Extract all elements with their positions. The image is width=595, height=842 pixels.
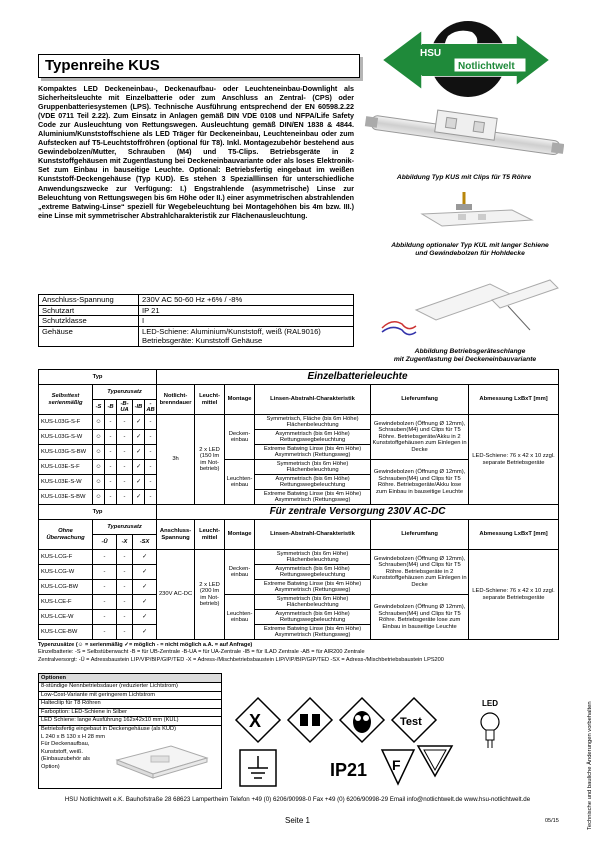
table-row <box>39 550 559 565</box>
lens-cell <box>255 490 371 505</box>
svg-text:X: X <box>249 711 262 731</box>
col-ohne-ueberwachung: Ohne Überwachung <box>39 520 93 550</box>
cell-bua: - <box>117 445 133 460</box>
page-number: Seite 1 <box>285 816 310 825</box>
cell-ib: ✓ <box>133 460 145 475</box>
col-typenzusatz: Typenzusatz <box>93 385 157 400</box>
option-item: Farboption: LED-Schiene in Silber <box>39 709 221 718</box>
vertical-note <box>578 660 593 830</box>
lens-cell <box>255 565 371 580</box>
lens-line: Asymmetrisch (bis 6m Höhe) <box>275 430 350 437</box>
cell-sx: ✓ <box>133 625 157 640</box>
col-montage-2: Montage <box>225 520 255 550</box>
spec-row <box>39 316 354 327</box>
legend-line: Typenzusätze (☺ = serienmäßig ✓= möglich - = nicht möglich a.A. = auf Anfrage) <box>38 642 253 648</box>
lens-line: Flächenbeleuchtung <box>286 557 339 563</box>
montage-leuchte: Leuchten-einbau <box>225 460 255 505</box>
cell-b: - <box>105 475 117 490</box>
document-date: 05/15 <box>545 818 559 824</box>
lens-cell <box>255 550 371 565</box>
spec-row <box>39 326 354 346</box>
leuchtmittel-main: 2 x LED <box>199 581 220 588</box>
col-abmessung-2: Abmessung LxBxT [mm] <box>469 520 559 550</box>
cell-s: ☺ <box>93 415 105 430</box>
suffix-s: -S <box>93 400 105 415</box>
test-label: Test <box>400 716 422 728</box>
product-photo-kus <box>364 98 564 180</box>
leuchtmittel-main: 2 x LED <box>199 446 220 453</box>
table1-subheader-row <box>39 385 559 400</box>
binoculars-icon <box>288 698 332 742</box>
caption-kul-1: Abbildung optionaler Typ KUL mit langer Schiene <box>391 242 549 249</box>
lens-cell <box>255 580 371 595</box>
lens-line: Symmetrisch (bis 6m Höhe) <box>276 460 349 467</box>
caption-kul-2: und Gewindebolzen für Hohldecke <box>415 250 525 257</box>
type-code: KUS-L03G-S-W <box>39 430 93 445</box>
lens-line: Symmetrisch, Fläche (bis 6m Höhe) <box>266 415 359 422</box>
cell-bua: - <box>117 475 133 490</box>
option-line: Betriebsfertig eingebaut in Deckengehäuse (als KUD) <box>41 725 176 732</box>
col-typenzusatz-2: Typenzusatz <box>93 520 157 535</box>
notlicht-value: 3h <box>157 415 195 505</box>
lens-line: Symmetrisch (bis 6m Höhe) <box>276 550 349 557</box>
spec-value: I <box>139 316 354 327</box>
logo-graphic <box>378 14 554 104</box>
montage-decke: Decken-einbau <box>225 415 255 460</box>
caption-driver-1: Abbildung Betriebsgeräteschlange <box>414 348 526 355</box>
lens-cell <box>255 610 371 625</box>
cell-x: - <box>117 580 133 595</box>
company-logo <box>378 14 554 104</box>
lens-line: Flächenbeleuchtung <box>286 422 339 428</box>
ip21-label: IP21 <box>330 760 368 780</box>
spec-key: Anschluss-Spannung <box>39 295 139 306</box>
cell-sx: ✓ <box>133 580 157 595</box>
footer-address: HSU Notlichtwelt e.K. Bauhofstraße 28 68623 Lampertheim Telefon +49 (0) 6206/90998-0 Fax +49 (0) 6206/90998-29 Email info@notlichtwelt.de www.hsu-notlichtwelt.de <box>64 796 531 803</box>
cell-s: ☺ <box>93 475 105 490</box>
led-bulb-icon <box>481 713 499 731</box>
montage-leuchte-2: Leuchten-einbau <box>225 595 255 640</box>
col-montage: Montage <box>225 385 255 415</box>
option-item: LED Schiene: lange Ausführung 162x42x10 mm (KUL) <box>39 717 221 726</box>
intro-paragraph: Kompaktes LED Deckeneinbau-, Deckenaufbau- oder Leuchteneinbau-Downlight als Sicherheitsleuchte mit Einzelbatterie oder zum Anschluss an Zentral- (CPS) oder Gruppenbatteriesystemen (LPS). Technische Ausführung entsprechend der EN 60598.2.22 (VDE 0711 Teil 2.22). Zum Einsatz in Anlagen gemäß DIN VDE 0108 und NFPA/Life Safety Code zur Ausleuchtung von Rettungswegen. Ausleuchtung gemäß DIN/EN 1838 & 4844. Aluminium/Kunststoffschiene als LED Träger für Deckeneinbau, Leuchteneinbau oder zum Aufstecken auf T5-Leuchtstoffröhren (optional für T8). Inkl. Montagezubehör bestehend aus Gewindebolzen/Mutter, Schrauben (M4) und T5-Clips. Betriebsgeräte in 2 Kunststoffgehäusen mit Zugentlastung bei Deckeneinbauvariante oder als loses Elektronik-Set zum Einbau in bauseitige Leuchte. Optional: Betriebsfertig eingebaut im weißen Kunststoff-Deckengehäuse (Typ KUD). Es stehen 3 Spezialllinsen für unterschiedliche Anwendungszwecke zur Verfügung: I.) Engstrahlende (asymmetrische) Linse zur Beleuchtung von Rettungswegen bis 6m Höhe oder II.) einer asymmetrischen abstrahlenden „extreme Batwing-Linse“ speziell für Wegebeleuchtung bei Montagehöhen bis 4m bzw. III.) eine Linse mit symmetrischer Abstrahlcharakteristik zur Flächenausleuchtung. <box>38 84 354 220</box>
spec-value: 230V AC 50-60 Hz +6% / -8% <box>139 295 354 306</box>
lens-line: Asymmetrisch (Rettungsweg) <box>274 587 351 593</box>
spec-key: Gehäuse <box>39 326 139 346</box>
cell-u: - <box>93 595 117 610</box>
logo-text-hsu: HSU <box>420 48 442 59</box>
vertical-note-text: Technische und bauliche Änderungen vorbehalten <box>587 701 593 830</box>
product-table <box>38 369 559 640</box>
caption-driver-2: mit Zugentlastung bei Deckeneinbauvariante <box>393 356 537 363</box>
option-line: Kunststoff, weiß. <box>41 748 83 755</box>
col-anschluss: Anschluss-Spannung <box>157 520 195 550</box>
cell-bua: - <box>117 460 133 475</box>
cell-ib: ✓ <box>133 490 145 505</box>
spec-row <box>39 295 354 306</box>
col-leuchtmittel-2: Leucht-mittel <box>195 520 225 550</box>
lens-line: Extreme Batwing Linse (bis 4m Höhe) <box>263 625 362 632</box>
suffix-x: -X <box>117 535 133 550</box>
type-code: KUS-L03E-S-W <box>39 475 93 490</box>
col-selbsttest: Selbsttest serienmäßig <box>39 385 93 415</box>
montage-decke-2: Decken-einbau <box>225 550 255 595</box>
spec-row <box>39 305 354 316</box>
cell-sx: ✓ <box>133 565 157 580</box>
lens-cell <box>255 475 371 490</box>
legend-line: Zentralversorgt: -Ü = Adressbaustein LIP/VIP/BIP/GIP/TED -X = Adress-/Mischbetriebsbaustein LIP/VIP/BIP/GIP/TED -SX = Adress-/Mischbetriebsbaustein LPS200 <box>38 656 444 663</box>
type-code: KUS-LCE-BW <box>39 625 93 640</box>
col-notlichtbrenndauer: Notlicht-brenndauer <box>157 385 195 415</box>
cell-x: - <box>117 595 133 610</box>
suffix-u: -Ü <box>93 535 117 550</box>
suffix-b-ua: -B-UA <box>117 400 133 415</box>
cell-ab: - <box>145 445 157 460</box>
option-item-kud <box>39 726 221 788</box>
cell-x: - <box>117 550 133 565</box>
cell-ab: - <box>145 430 157 445</box>
liefer-decke-2: Gewindebolzen (Öffnung Ø 12mm), Schrauben(M4) und Clips für T5 Röhre. Betriebsgeräte in 2 Kunststoffgehäusen zum Einlegen in Decke <box>371 550 469 595</box>
type-code: KUS-L03G-S-F <box>39 415 93 430</box>
options-box <box>38 673 222 789</box>
spec-table <box>38 294 354 347</box>
col-lieferumfang-2: Lieferumfang <box>371 520 469 550</box>
cell-b: - <box>105 415 117 430</box>
lens-line: Symmetrisch (bis 6m Höhe) <box>276 595 349 602</box>
lens-cell <box>255 460 371 475</box>
cell-u: - <box>93 580 117 595</box>
cell-ab: - <box>145 460 157 475</box>
lens-cell <box>255 625 371 640</box>
page-title: Typenreihe KUS <box>45 57 160 74</box>
lens-line: Rettungswegbeleuchtung <box>279 617 346 623</box>
suffix-ib: -IB <box>133 400 145 415</box>
table2-subheader-row <box>39 520 559 535</box>
led-label: LED <box>482 699 498 708</box>
lens-line: Extreme Batwing Linse (bis 4m Höhe) <box>263 445 362 452</box>
liefer-leuchte: Gewindebolzen (Öffnung Ø 12mm), Schrauben(M4) und Clips für T5 Röhre. Betriebsgeräte/Akku lose zum Einbau in bauseitige Leuchte <box>371 460 469 505</box>
options-title: Optionen <box>39 674 221 683</box>
lens-line: Asymmetrisch (Rettungsweg) <box>274 497 351 503</box>
option-line: Option) <box>41 763 60 770</box>
cell-ab: - <box>145 490 157 505</box>
cell-b: - <box>105 490 117 505</box>
cell-bua: - <box>117 415 133 430</box>
type-code: KUS-L03G-S-BW <box>39 445 93 460</box>
lens-line: Flächenbeleuchtung <box>286 602 339 608</box>
spec-value-line: LED-Schiene: Aluminium/Kunststoff, weiß (RAL9016) <box>142 326 321 336</box>
abmessung-value-2: LED-Schiene: 76 x 42 x 10 zzgl. separate Betriebsgeräte <box>469 550 559 640</box>
col-abmessung: Abmessung LxBxT [mm] <box>469 385 559 415</box>
lens-line: Rettungswegbeleuchtung <box>279 437 346 443</box>
type-code: KUS-LCG-W <box>39 565 93 580</box>
spec-key: Schutzart <box>39 305 139 316</box>
logo-text-notlichtwelt: Notlichtwelt <box>458 61 515 72</box>
lens-line: Asymmetrisch (Rettungsweg) <box>274 452 351 458</box>
cell-x: - <box>117 610 133 625</box>
cell-x: - <box>117 625 133 640</box>
kud-housing-image <box>111 740 211 780</box>
lens-cell <box>255 445 371 460</box>
option-item: Low-Cost-Variante mit geringerem Lichtstrom <box>39 692 221 701</box>
cell-ab: - <box>145 475 157 490</box>
leuchtmittel-value <box>195 415 225 505</box>
type-code: KUS-L03E-S-BW <box>39 490 93 505</box>
cell-x: - <box>117 565 133 580</box>
lens-line: Rettungswegbeleuchtung <box>279 482 346 488</box>
cell-ib: ✓ <box>133 445 145 460</box>
spec-value-line: Betriebsgeräte: Kunststoff Gehäuse <box>142 336 263 345</box>
caption-kus: Abbildung Typ KUS mit Clips für T5 Röhre <box>396 174 532 181</box>
lens-line: Asymmetrisch (bis 6m Höhe) <box>275 475 350 482</box>
section-title-einzelbatterie: Einzelbatterieleuchte <box>157 370 559 385</box>
type-code: KUS-L03E-S-F <box>39 460 93 475</box>
type-code: KUS-LCG-BW <box>39 580 93 595</box>
cell-s: ☺ <box>93 490 105 505</box>
typ-header-2: Typ <box>39 505 157 520</box>
cell-ib: ✓ <box>133 475 145 490</box>
option-line: Für Deckenaufbau, <box>41 741 90 748</box>
certification-symbols <box>232 690 542 790</box>
lens-line: Rettungswegbeleuchtung <box>279 572 346 578</box>
leuchtmittel-value-2 <box>195 550 225 640</box>
spec-value: IP 21 <box>139 305 354 316</box>
suffix-b: -B <box>105 400 117 415</box>
col-linsen-2: Linsen-Abstrahl-Charakteristik <box>255 520 371 550</box>
legend-line: Einzelbatterie: -S = Selbstüberwacht -B = für UB-Zentrale -B-UA = für UA-Zentrale -IB = für ILAD Zentrale -AB = für AIR200 Zentrale <box>38 649 365 656</box>
cell-u: - <box>93 550 117 565</box>
product-photo-driver <box>380 270 560 342</box>
table-row <box>39 415 559 430</box>
spec-value <box>139 326 354 346</box>
type-code: KUS-LCG-F <box>39 550 93 565</box>
lens-line: Asymmetrisch (bis 6m Höhe) <box>275 610 350 617</box>
lens-line: Extreme Batwing Linse (bis 4m Höhe) <box>263 490 362 497</box>
cell-sx: ✓ <box>133 550 157 565</box>
col-lieferumfang: Lieferumfang <box>371 385 469 415</box>
anschluss-value: 230V AC-DC <box>157 550 195 640</box>
table1-header-row <box>39 370 559 385</box>
cell-s: ☺ <box>93 460 105 475</box>
leuchtmittel-note: (200 lm im Not-betrieb) <box>199 588 220 607</box>
section-title-zentral: Für zentrale Versorgung 230V AC-DC <box>157 505 559 520</box>
cell-ab: - <box>145 415 157 430</box>
typ-header: Typ <box>39 370 157 385</box>
abmessung-value: LED-Schiene: 76 x 42 x 10 zzgl. separate Betriebsgeräte <box>469 415 559 505</box>
col-leuchtmittel: Leucht-mittel <box>195 385 225 415</box>
cell-ib: ✓ <box>133 415 145 430</box>
lens-line: Asymmetrisch (Rettungsweg) <box>274 632 351 638</box>
type-code: KUS-LCE-F <box>39 595 93 610</box>
cell-b: - <box>105 460 117 475</box>
cell-b: - <box>105 445 117 460</box>
cell-b: - <box>105 430 117 445</box>
suffix-ab: -AB <box>146 400 155 413</box>
cell-bua: - <box>117 430 133 445</box>
option-item: 8-stündige Nennbetriebsdauer (reduzierter Lichtstrom) <box>39 683 221 692</box>
lens-cell <box>255 415 371 430</box>
lens-cell <box>255 595 371 610</box>
f-label: F <box>392 757 401 773</box>
type-code: KUS-LCE-W <box>39 610 93 625</box>
suffix-sx: -SX <box>133 535 157 550</box>
cell-sx: ✓ <box>133 595 157 610</box>
lens-line: Flächenbeleuchtung <box>286 467 339 473</box>
leuchtmittel-note: (150 lm im Not-betrieb) <box>199 453 220 472</box>
cell-u: - <box>93 610 117 625</box>
spec-key: Schutzklasse <box>39 316 139 327</box>
table2-header-row <box>39 505 559 520</box>
lens-line: Asymmetrisch (bis 6m Höhe) <box>275 565 350 572</box>
cell-s: ☺ <box>93 430 105 445</box>
cell-ib: ✓ <box>133 430 145 445</box>
option-line: L 240 x B 130 x H 28 mm <box>41 733 105 740</box>
title-box <box>38 54 360 78</box>
cell-s: ☺ <box>93 445 105 460</box>
lens-line: Extreme Batwing Linse (bis 4m Höhe) <box>263 580 362 587</box>
liefer-leuchte-2: Gewindebolzen (Öffnung Ø 12mm), Schrauben(M4) und Clips für T5 Röhre. Betriebsgeräte lose zum Einbau in bauseitige Leuchte <box>371 595 469 640</box>
cell-bua: - <box>117 490 133 505</box>
liefer-decke: Gewindebolzen (Öffnung Ø 12mm), Schrauben(M4) und Clips für T5 Röhre. Betriebsgeräte/Akku in 2 Kunststoffgehäusen zum Einlegen in Decke <box>371 415 469 460</box>
lens-cell <box>255 430 371 445</box>
legend <box>38 642 548 664</box>
cell-sx: ✓ <box>133 610 157 625</box>
option-item: Haltecliip für T8 Röhren <box>39 700 221 709</box>
option-line: (Einbauzubehör als <box>41 756 91 763</box>
col-linsen: Linsen-Abstrahl-Charakteristik <box>255 385 371 415</box>
cell-u: - <box>93 625 117 640</box>
cell-u: - <box>93 565 117 580</box>
